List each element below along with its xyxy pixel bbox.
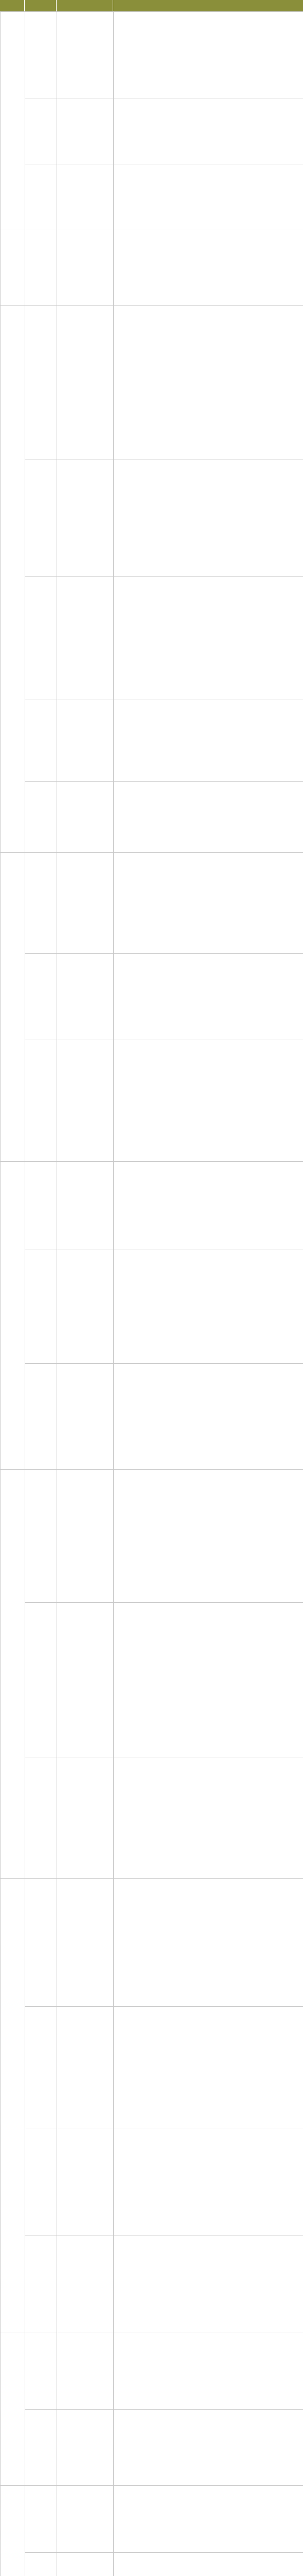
document-title-cell xyxy=(57,1162,114,1249)
date-cell xyxy=(25,700,57,782)
date-cell xyxy=(25,2235,57,2332)
date-cell xyxy=(25,954,57,1040)
date-cell xyxy=(25,1249,57,1364)
table-row xyxy=(1,2332,303,2410)
date-cell xyxy=(25,306,57,460)
policy-content-cell xyxy=(114,460,303,577)
document-title-cell xyxy=(57,2553,114,2576)
table-row xyxy=(1,229,303,306)
header-cell-date xyxy=(25,0,57,11)
header-cell-title xyxy=(57,0,113,11)
date-cell xyxy=(25,2128,57,2235)
table-row xyxy=(1,1040,303,1162)
policy-content-cell xyxy=(114,2486,303,2553)
policy-content-cell xyxy=(114,577,303,700)
policy-content-cell xyxy=(114,12,303,98)
region-cell xyxy=(1,306,25,853)
document-title-cell xyxy=(57,1249,114,1364)
document-title-cell xyxy=(57,853,114,954)
policy-content-cell xyxy=(114,1603,303,1757)
table-row xyxy=(1,2553,303,2576)
policy-content-cell xyxy=(114,1364,303,1470)
policy-content-cell xyxy=(114,2007,303,2128)
table-row xyxy=(1,2007,303,2128)
policy-content-cell xyxy=(114,2410,303,2486)
table-row xyxy=(1,2410,303,2486)
date-cell xyxy=(25,164,57,229)
date-cell xyxy=(25,782,57,853)
date-cell xyxy=(25,1364,57,1470)
region-cell xyxy=(1,2332,25,2486)
document-title-cell xyxy=(57,2486,114,2553)
document-title-cell xyxy=(57,1364,114,1470)
table-row xyxy=(1,1470,303,1603)
table-row xyxy=(1,460,303,577)
document-title-cell xyxy=(57,577,114,700)
table-row xyxy=(1,12,303,98)
document-title-cell xyxy=(57,2128,114,2235)
document-title-cell xyxy=(57,1879,114,2007)
policy-content-cell xyxy=(114,1879,303,2007)
policy-content-cell xyxy=(114,1757,303,1879)
policy-content-cell xyxy=(114,164,303,229)
date-cell xyxy=(25,2486,57,2553)
document-title-cell xyxy=(57,1603,114,1757)
document-title-cell xyxy=(57,2410,114,2486)
policy-content-cell xyxy=(114,229,303,306)
table-header-band xyxy=(0,0,303,11)
table-row xyxy=(1,2128,303,2235)
date-cell xyxy=(25,1757,57,1879)
date-cell xyxy=(25,1470,57,1603)
table-row xyxy=(1,1249,303,1364)
policy-content-cell xyxy=(114,98,303,164)
policy-content-cell xyxy=(114,306,303,460)
table-row xyxy=(1,1603,303,1757)
policy-content-cell xyxy=(114,2553,303,2576)
document-title-cell xyxy=(57,12,114,98)
policy-content-cell xyxy=(114,853,303,954)
policy-content-cell xyxy=(114,1470,303,1603)
document-title-cell xyxy=(57,1470,114,1603)
region-cell xyxy=(1,853,25,1162)
document-title-cell xyxy=(57,229,114,306)
policy-content-cell xyxy=(114,2332,303,2410)
policy-content-cell xyxy=(114,700,303,782)
date-cell xyxy=(25,1879,57,2007)
region-cell xyxy=(1,1162,25,1470)
date-cell xyxy=(25,1162,57,1249)
document-title-cell xyxy=(57,2332,114,2410)
date-cell xyxy=(25,460,57,577)
date-cell xyxy=(25,2332,57,2410)
table-row xyxy=(1,98,303,164)
date-cell xyxy=(25,2007,57,2128)
date-cell xyxy=(25,2410,57,2486)
table-row xyxy=(1,954,303,1040)
region-cell xyxy=(1,229,25,306)
table-row xyxy=(1,306,303,460)
document-title-cell xyxy=(57,2007,114,2128)
table-row xyxy=(1,1162,303,1249)
document-title-cell xyxy=(57,1757,114,1879)
policy-table-body xyxy=(1,12,303,2576)
date-cell xyxy=(25,229,57,306)
table-row xyxy=(1,164,303,229)
date-cell xyxy=(25,2553,57,2576)
policy-content-cell xyxy=(114,1249,303,1364)
header-cell-content xyxy=(113,0,303,11)
policy-content-cell xyxy=(114,1162,303,1249)
table-row xyxy=(1,2486,303,2553)
date-cell xyxy=(25,1040,57,1162)
document-title-cell xyxy=(57,98,114,164)
policy-content-cell xyxy=(114,782,303,853)
date-cell xyxy=(25,853,57,954)
document-title-cell xyxy=(57,700,114,782)
policy-content-cell xyxy=(114,2235,303,2332)
table-row xyxy=(1,1879,303,2007)
date-cell xyxy=(25,98,57,164)
region-cell xyxy=(1,12,25,229)
table-row xyxy=(1,1364,303,1470)
table-row xyxy=(1,853,303,954)
document-title-cell xyxy=(57,2235,114,2332)
policy-table xyxy=(0,11,303,2576)
policy-content-cell xyxy=(114,954,303,1040)
region-cell xyxy=(1,1879,25,2332)
table-row xyxy=(1,1757,303,1879)
table-row xyxy=(1,577,303,700)
date-cell xyxy=(25,577,57,700)
table-row xyxy=(1,782,303,853)
document-title-cell xyxy=(57,954,114,1040)
policy-content-cell xyxy=(114,2128,303,2235)
document-title-cell xyxy=(57,782,114,853)
table-row xyxy=(1,2235,303,2332)
document-title-cell xyxy=(57,1040,114,1162)
document-title-cell xyxy=(57,306,114,460)
date-cell xyxy=(25,12,57,98)
document-title-cell xyxy=(57,460,114,577)
date-cell xyxy=(25,1603,57,1757)
table-row xyxy=(1,700,303,782)
document-title-cell xyxy=(57,164,114,229)
region-cell xyxy=(1,2486,25,2576)
region-cell xyxy=(1,1470,25,1879)
policy-content-cell xyxy=(114,1040,303,1162)
header-cell-region xyxy=(0,0,25,11)
